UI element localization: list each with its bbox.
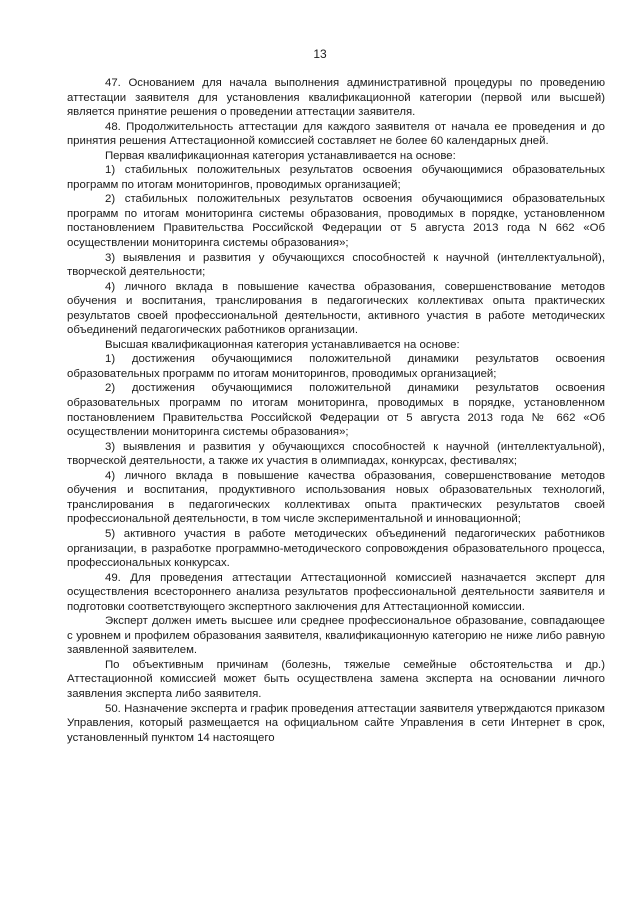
paragraph: 5) активного участия в работе методических объединений педагогических работников организации, в разработке программно-методического сопровождения образовательного процесса, профессиональных конкурсах. — [67, 527, 605, 570]
paragraph: 1) стабильных положительных результатов освоения обучающимися образовательных программ по итогам мониторингов, проводимых организацией; — [67, 164, 605, 191]
paragraph: 4) личного вклада в повышение качества образования, совершенствование методов обучения и воспитания, продуктивного использования новых образовательных технологий, транслирования в педагогических коллективах опыта практических результатов своей профессиональной деятельности, в том числе экспериментальной и инновационной; — [67, 469, 605, 526]
paragraph: 4) личного вклада в повышение качества образования, совершенствование методов обучения и воспитания, транслирования в педагогических коллективах опыта практических результатов своей профессиональной деятельности, активного участия в работе методических объединений педагогических работников организации. — [67, 280, 605, 337]
paragraph: 2) достижения обучающимися положительной динамики результатов освоения образовательных программ по итогам мониторинга, проводимых в порядке, установленном постановлением Правительства Российской Федерации от 5 августа 2013 года № 662 «Об осуществлении мониторинга системы образования»; — [67, 382, 605, 439]
paragraph: 3) выявления и развития у обучающихся способностей к научной (интеллектуальной), творческой деятельности; — [67, 251, 605, 279]
page-number: 13 — [313, 47, 327, 61]
paragraph: По объективным причинам (болезнь, тяжелые семейные обстоятельства и др.) Аттестационной комиссией может быть осуществлена замена эксперта на основании личного заявления эксперта либо заявителя. — [67, 658, 605, 700]
paragraph: 47. Основанием для начала выполнения административной процедуры по проведению аттестации заявителя для установления квалификационной категории (первой или высшей) является принятие решения о проведении аттестации заявителя. — [67, 77, 605, 119]
paragraph: Высшая квалификационная категория устанавливается на основе: — [105, 338, 460, 351]
paragraph: Первая квалификационная категория устанавливается на основе: — [105, 149, 456, 162]
paragraph: 50. Назначение эксперта и график проведения аттестации заявителя утверждаются приказом Управления, который размещается на официальном сайте Управления в сети Интернет в срок, установленный пунктом 14 настоящего — [67, 702, 605, 744]
paragraph: 3) выявления и развития у обучающихся способностей к научной (интеллектуальной), творческой деятельности, а также их участия в олимпиадах, конкурсах, фестивалях; — [67, 440, 605, 468]
document-body — [67, 76, 605, 745]
paragraph: 49. Для проведения аттестации Аттестационной комиссией назначается эксперт для осуществления всестороннего анализа результатов профессиональной деятельности заявителя и подготовки соответствующего экспертного заключения для Аттестационной комиссии. — [67, 571, 605, 613]
paragraph: 48. Продолжительность аттестации для каждого заявителя от начала ее проведения и до принятия решения Аттестационной комиссией составляет не более 60 календарных дней. — [67, 120, 605, 148]
paragraph: 1) достижения обучающимися положительной динамики результатов освоения образовательных программ по итогам мониторингов, проводимых организацией; — [67, 353, 605, 380]
paragraph: 2) стабильных положительных результатов освоения обучающимися образовательных программ по итогам мониторинга системы образования, проводимых в порядке, установленном постановлением Правительства Российской Федерации от 5 августа 2013 года N 662 «Об осуществлении мониторинга системы образования»; — [67, 193, 605, 250]
paragraph: Эксперт должен иметь высшее или среднее профессиональное образование, совпадающее с уровнем и профилем образования заявителя, квалификационную категорию не ниже либо равную заявленной заявителем. — [67, 615, 605, 657]
